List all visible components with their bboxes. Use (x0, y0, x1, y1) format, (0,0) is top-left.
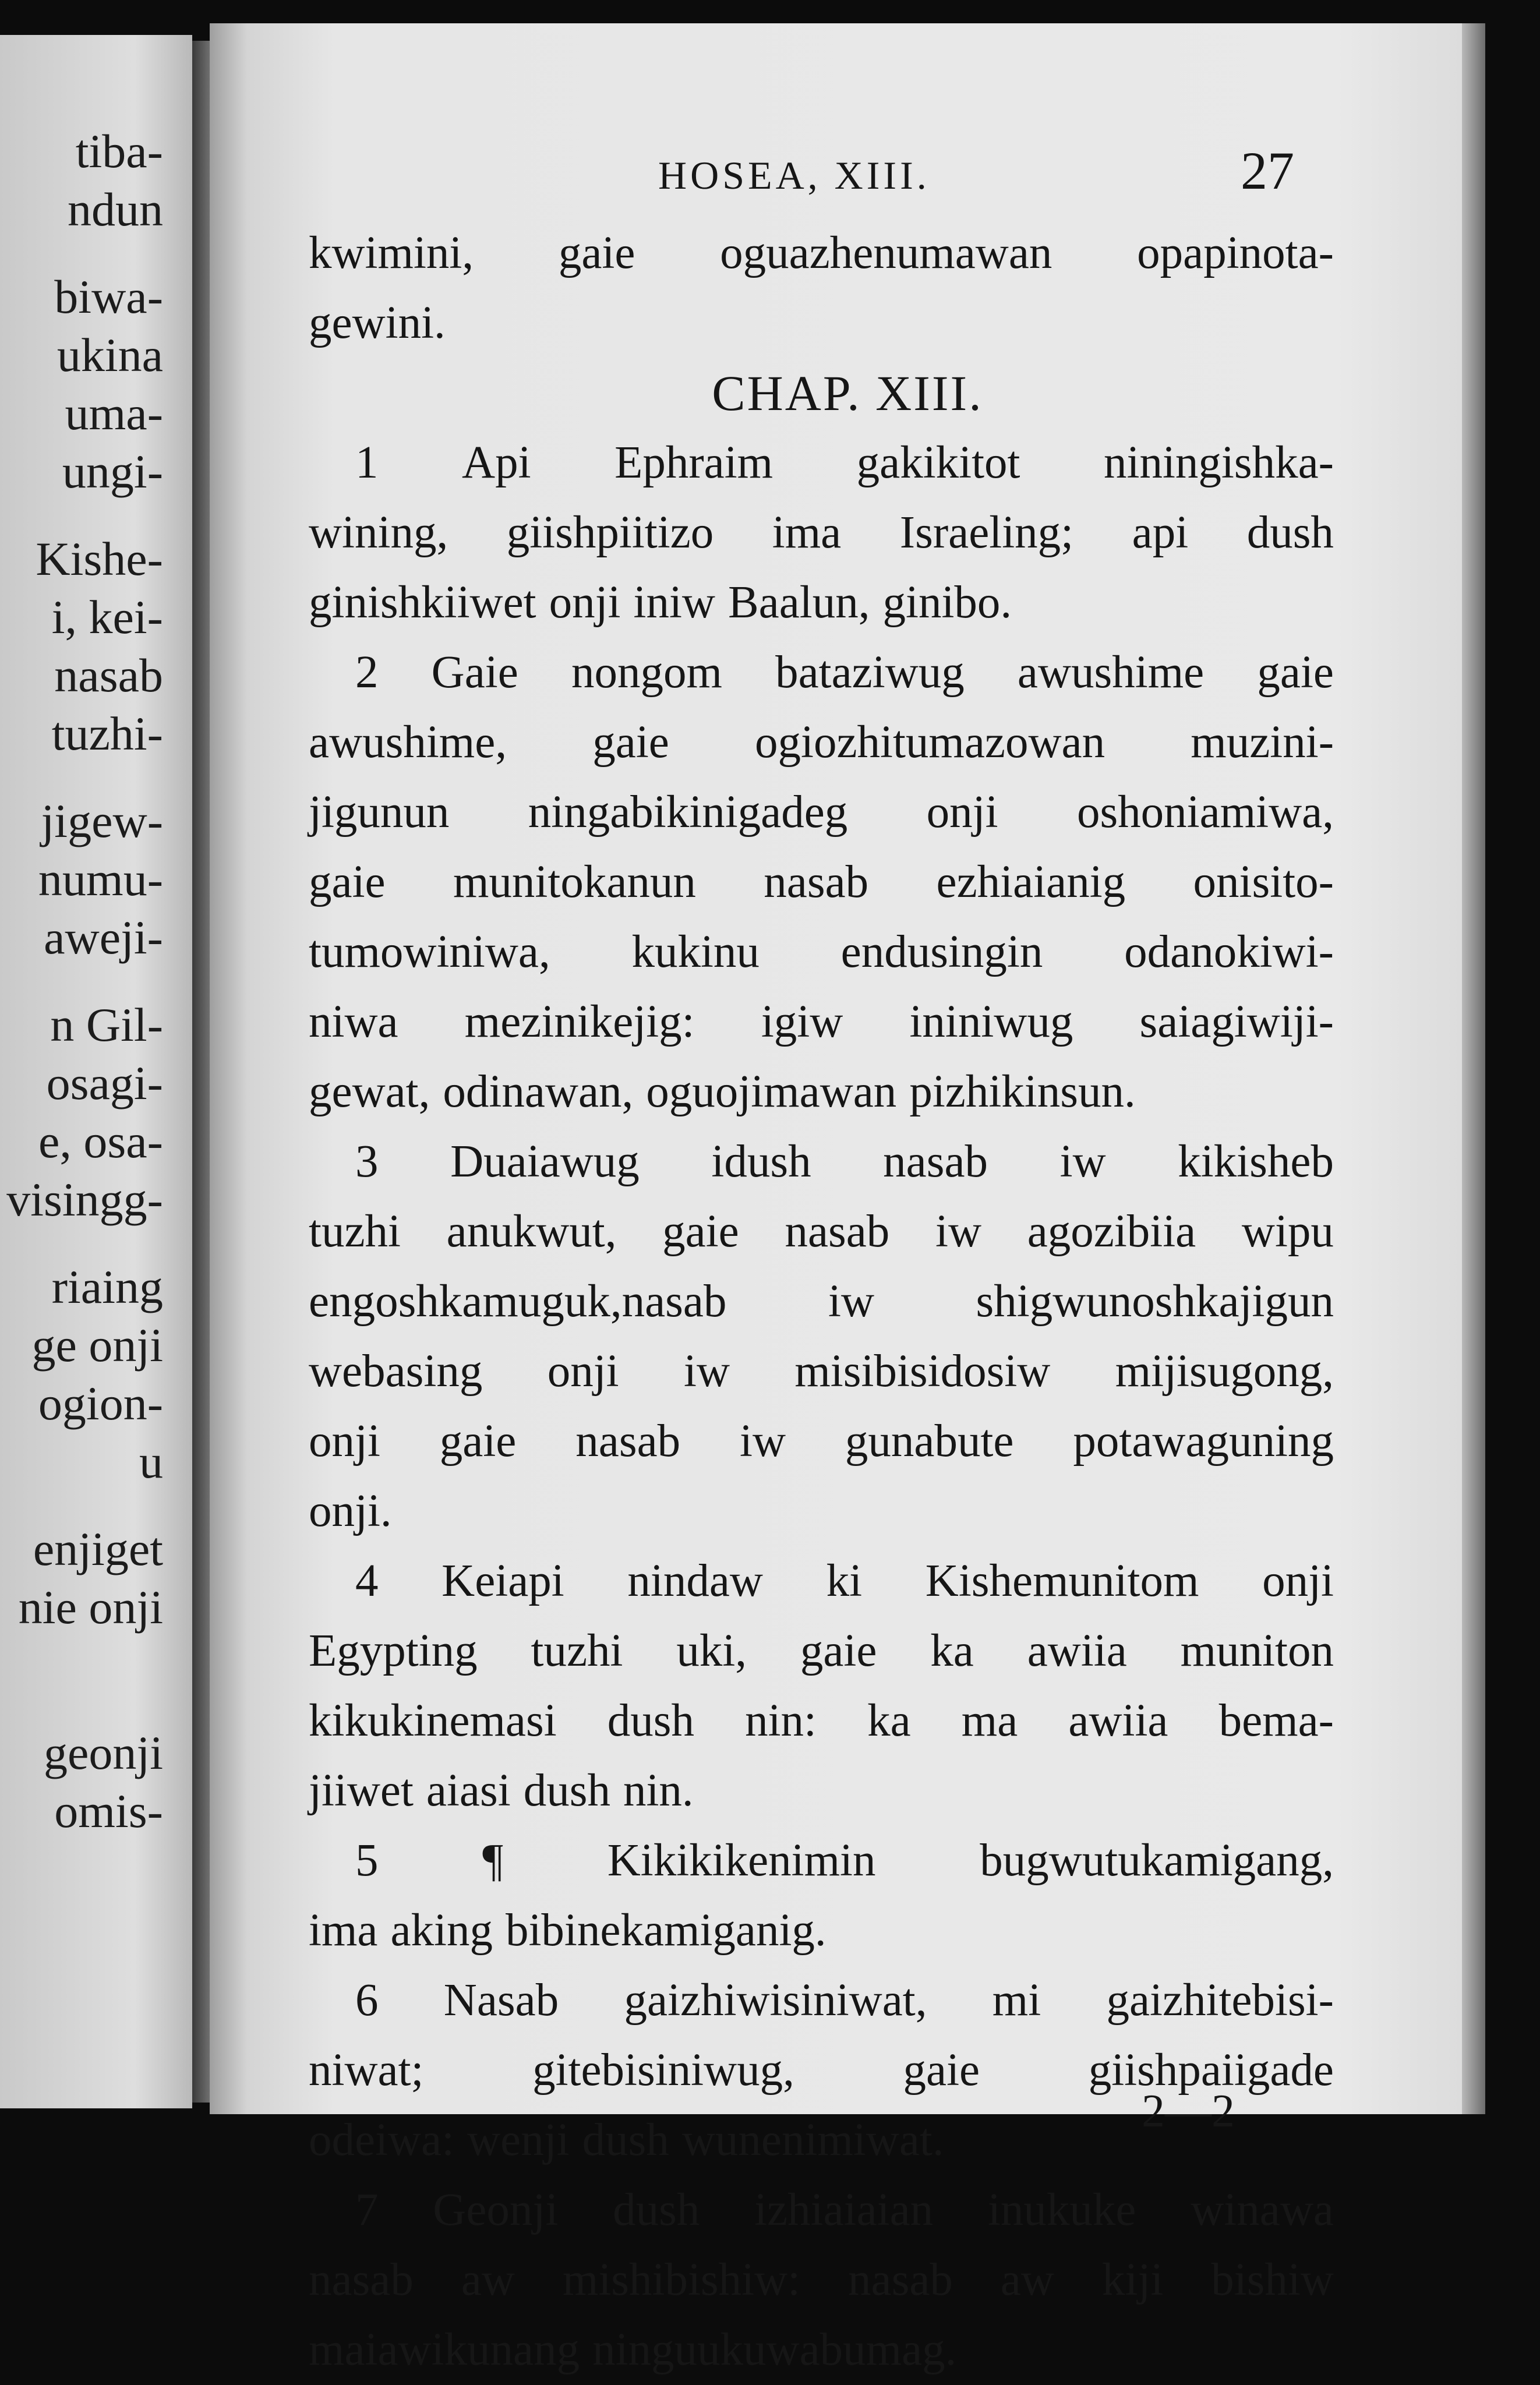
word: oshoniamiwa, (1076, 787, 1334, 838)
word: engoshkamuguk,nasab (309, 1276, 727, 1327)
left-page-line: uma- (65, 387, 163, 440)
word: Egypting (309, 1626, 478, 1676)
word: nin. (623, 1765, 694, 1816)
word: Kikikikenimin (607, 1835, 876, 1886)
word: nasab (309, 2255, 414, 2305)
word: wenji (467, 2115, 570, 2165)
word: 6 (355, 1975, 379, 2026)
word: ningabikinigadeg (528, 787, 848, 838)
word: gitebisiniwug, (532, 2045, 794, 2096)
word: Api (462, 437, 531, 488)
text-line (309, 2245, 1334, 2315)
word: nongom (571, 647, 722, 698)
word: bibinekamiganig. (505, 1905, 826, 1956)
word: Duaiawug (450, 1136, 640, 1187)
word: wining, (309, 507, 448, 558)
word: saiagiwiji- (1139, 997, 1334, 1047)
text-line (309, 1057, 1334, 1127)
word: 3 (355, 1136, 379, 1187)
word: iw (828, 1276, 874, 1327)
word: jiiwet (309, 1765, 414, 1816)
left-page-line: riaing (51, 1260, 163, 1313)
word: ki (826, 1556, 863, 1606)
word: ezhiaianig (936, 857, 1126, 907)
word: dush (582, 2115, 669, 2165)
word: oguazhenumawan (720, 228, 1052, 278)
word: gewat, (309, 1066, 430, 1117)
text-line (309, 1407, 1334, 1476)
text-line (309, 1267, 1334, 1337)
word: muzini- (1191, 717, 1334, 768)
word: niwat; (309, 2045, 424, 2096)
text-line (309, 1616, 1334, 1686)
word: iniw (633, 577, 715, 628)
text-line (309, 917, 1334, 987)
word: bishiw (1211, 2255, 1334, 2305)
left-page-line: n Gil- (50, 998, 163, 1051)
left-page-line: osagi- (46, 1057, 163, 1110)
word: gaie (903, 2045, 980, 2096)
word: aw (461, 2255, 515, 2305)
word: ogiozhitumazowan (755, 717, 1105, 768)
left-page-line: nie onji (18, 1581, 163, 1634)
text-line (309, 1686, 1334, 1756)
text-line (309, 778, 1334, 847)
word: muniton (1180, 1626, 1334, 1676)
left-page-fragment (0, 35, 192, 2108)
word: gaie (662, 1206, 739, 1257)
text-line (309, 218, 1334, 288)
word: iw (935, 1206, 981, 1257)
word: ginishkiiwet (309, 577, 536, 628)
word: gunabute (845, 1416, 1014, 1467)
left-page-line: geonji (44, 1726, 163, 1779)
word: awushime, (309, 717, 507, 768)
word: kukinu (631, 927, 760, 977)
text-line (309, 1826, 1334, 1896)
left-page-line: Kishe- (36, 532, 163, 585)
word: gakikitot (856, 437, 1020, 488)
left-page-line: ungi- (62, 445, 163, 498)
word: Nasab (443, 1975, 559, 2026)
text-line (309, 708, 1334, 778)
text-line (309, 568, 1334, 638)
word: ininiwug (909, 997, 1073, 1047)
text-line (309, 1337, 1334, 1407)
word: bema- (1218, 1695, 1334, 1746)
word: aking (390, 1905, 493, 1956)
left-page-line: ogion- (38, 1377, 163, 1430)
word: CHAP. XIII. (712, 365, 983, 421)
word: nasab (764, 857, 869, 907)
word: onji (926, 787, 998, 838)
text-line (309, 1756, 1334, 1826)
word: maiawikunang (309, 2324, 580, 2375)
left-page-line: numu- (38, 853, 163, 906)
word: wunenimiwat. (681, 2115, 944, 2165)
word: iw (684, 1346, 730, 1397)
word: 4 (355, 1556, 379, 1606)
word: iw (1059, 1136, 1106, 1187)
word: gaie (439, 1416, 517, 1467)
word: mijisugong, (1115, 1346, 1334, 1397)
word: uki, (676, 1626, 747, 1676)
chapter-heading (309, 358, 1334, 428)
word: webasing (309, 1346, 483, 1397)
word: ginibo. (882, 577, 1012, 628)
word: 5 (355, 1835, 379, 1886)
text-line (309, 498, 1334, 568)
word: izhiaiaian (754, 2185, 934, 2235)
word: onji (547, 1346, 619, 1397)
word: odanokiwi- (1124, 927, 1334, 977)
word: bataziwug (775, 647, 965, 698)
word: nasab (883, 1136, 988, 1187)
word: Geonji (433, 2185, 559, 2235)
word: dush (607, 1695, 695, 1746)
word: nindaw (627, 1556, 763, 1606)
word: wipu (1241, 1206, 1334, 1257)
word: ima (309, 1905, 378, 1956)
word: awiia (1027, 1626, 1127, 1676)
word: munitokanun (453, 857, 696, 907)
word: gaie (800, 1626, 877, 1676)
text-line (309, 1896, 1334, 1966)
word: onji (309, 1416, 380, 1467)
word: shigwunoshkajigun (976, 1276, 1334, 1327)
word: gaizhiwisiniwat, (624, 1975, 927, 2026)
word: Israeling; (899, 507, 1074, 558)
word: mezinikejig: (464, 997, 695, 1047)
text-line (309, 288, 1334, 358)
running-title: HOSEA, XIII. (658, 153, 930, 197)
word: onji (1262, 1556, 1334, 1606)
word: dush (613, 2185, 700, 2235)
word: mishibishiw: (562, 2255, 801, 2305)
left-page-line: enjiget (33, 1522, 163, 1575)
word: tumowiniwa, (309, 927, 550, 977)
word: igiw (761, 997, 843, 1047)
word: giishpaiigade (1088, 2045, 1334, 2096)
left-page-line: jigew- (41, 794, 163, 847)
word: oguojimawan (646, 1066, 897, 1117)
word: onji. (309, 1486, 392, 1536)
word: winawa (1191, 2185, 1334, 2235)
word: iw (740, 1416, 786, 1467)
text-line (309, 2175, 1334, 2245)
word: gaie (1257, 647, 1334, 698)
word: gaie (309, 857, 386, 907)
left-page-line: u (139, 1435, 163, 1488)
page-edge (1462, 23, 1485, 2114)
word: ka (867, 1695, 911, 1746)
book-page (210, 23, 1462, 2375)
word: inukuke (987, 2185, 1136, 2235)
word: misibisidosiw (794, 1346, 1051, 1397)
word: ¶ (482, 1835, 503, 1886)
word: gewini. (309, 298, 446, 348)
word: awushime (1017, 647, 1205, 698)
word: anukwut, (446, 1206, 617, 1257)
word: giishpiitizo (506, 507, 714, 558)
left-page-line: tiba- (75, 125, 163, 178)
text-line (309, 428, 1334, 498)
word: 1 (355, 437, 379, 488)
word: dush (523, 1765, 610, 1816)
word: api (1132, 507, 1189, 558)
left-page-line: nasab (54, 649, 163, 702)
left-page-line: tuzhi- (51, 707, 163, 760)
word: mi (992, 1975, 1041, 2026)
word: onisito- (1193, 857, 1334, 907)
word: Kishemunitom (925, 1556, 1199, 1606)
word: Keiapi (441, 1556, 564, 1606)
page-number: 27 (1241, 141, 1294, 200)
word: 7 (355, 2185, 379, 2235)
left-page-line: aweji- (44, 911, 163, 964)
word: gaie (558, 228, 635, 278)
word: tuzhi (309, 1206, 401, 1257)
word: odeiwa: (309, 2115, 455, 2165)
word: aiasi (426, 1765, 511, 1816)
word: idush (711, 1136, 811, 1187)
text-line (309, 847, 1334, 917)
word: onji (549, 577, 621, 628)
text-line (309, 2315, 1334, 2385)
word: potawaguning (1073, 1416, 1334, 1467)
page-body (309, 218, 1334, 2385)
left-page-line: visingg- (6, 1173, 163, 1226)
word: endusingin (840, 927, 1043, 977)
left-page-line: ndun (68, 183, 163, 236)
word: opapinota- (1137, 228, 1334, 278)
left-page-line: e, osa- (38, 1115, 163, 1168)
word: kikisheb (1178, 1136, 1334, 1187)
word: Ephraim (614, 437, 773, 488)
word: gaie (592, 717, 669, 768)
left-page-line: ukina (56, 328, 163, 381)
word: ma (961, 1695, 1018, 1746)
text-line (309, 1476, 1334, 1546)
word: kikukinemasi (309, 1695, 557, 1746)
left-page-line: ge onji (31, 1319, 163, 1372)
signature-mark: 2—2 (1142, 2086, 1235, 2137)
word: odinawan, (443, 1066, 634, 1117)
word: ka (930, 1626, 974, 1676)
word: pizhikinsun. (909, 1066, 1136, 1117)
word: nasab (848, 2255, 953, 2305)
text-line (309, 638, 1334, 708)
word: jigunun (309, 787, 450, 838)
word: awiia (1068, 1695, 1168, 1746)
word: niwa (309, 997, 398, 1047)
left-page-line: biwa- (54, 270, 163, 323)
word: niningishka- (1104, 437, 1334, 488)
word: ima (772, 507, 842, 558)
left-page-line: omis- (54, 1785, 163, 1838)
word: nasab (785, 1206, 890, 1257)
running-head (210, 140, 1462, 210)
word: gaizhitebisi- (1106, 1975, 1334, 2026)
word: Baalun, (727, 577, 870, 628)
text-line (309, 1546, 1334, 1616)
text-line (309, 1966, 1334, 2036)
text-line (309, 1197, 1334, 1267)
word: 2 (355, 647, 379, 698)
word: Gaie (431, 647, 518, 698)
word: dush (1246, 507, 1334, 558)
word: kiji (1101, 2255, 1164, 2305)
word: kwimini, (309, 228, 474, 278)
word: tuzhi (531, 1626, 623, 1676)
left-page-line: i, kei- (51, 591, 163, 644)
word: nin: (745, 1695, 817, 1746)
text-line (309, 1127, 1334, 1197)
word: nasab (575, 1416, 681, 1467)
word: agozibiia (1027, 1206, 1196, 1257)
text-line (309, 987, 1334, 1057)
word: ninguukuwabumag. (592, 2324, 957, 2375)
word: aw (1000, 2255, 1054, 2305)
word: bugwutukamigang, (980, 1835, 1334, 1886)
